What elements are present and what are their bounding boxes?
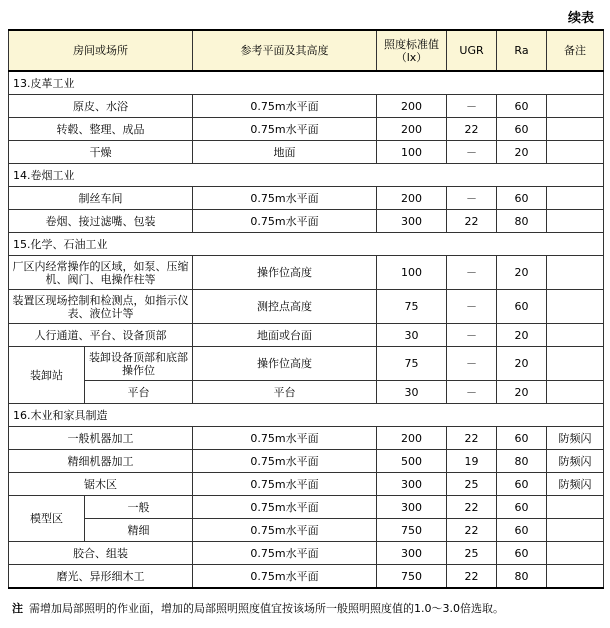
cell-lux: 500 — [377, 450, 447, 473]
section-title: 14.卷烟工业 — [9, 164, 604, 187]
cell-remark — [547, 118, 604, 141]
cell-ra: 20 — [497, 381, 547, 404]
cell-lux: 75 — [377, 347, 447, 381]
cell-lux: 200 — [377, 427, 447, 450]
cell-ra: 60 — [497, 290, 547, 324]
cell-lux: 200 — [377, 187, 447, 210]
cell-plane: 平台 — [193, 381, 377, 404]
cell-room: 磨光、异形细木工 — [9, 565, 193, 589]
cell-ra: 20 — [497, 256, 547, 290]
cell-ugr: 19 — [447, 450, 497, 473]
cell-ugr: － — [447, 95, 497, 118]
header-lux: 照度标准值 （lx） — [377, 30, 447, 71]
cell-ugr: 25 — [447, 542, 497, 565]
section-row — [9, 71, 604, 95]
cell-ugr: － — [447, 187, 497, 210]
cell-plane: 0.75m水平面 — [193, 95, 377, 118]
table-row — [9, 210, 604, 233]
cell-remark — [547, 187, 604, 210]
cell-ra: 20 — [497, 324, 547, 347]
cell-plane: 0.75m水平面 — [193, 565, 377, 589]
cell-ra: 60 — [497, 496, 547, 519]
table-row — [9, 473, 604, 496]
cell-ra: 80 — [497, 210, 547, 233]
cell-ra: 60 — [497, 519, 547, 542]
cell-lux: 300 — [377, 496, 447, 519]
cell-room: 精细机器加工 — [9, 450, 193, 473]
cell-plane: 0.75m水平面 — [193, 519, 377, 542]
cell-room: 厂区内经常操作的区域，如泵、压缩机、阀门、电操作柱等 — [9, 256, 193, 290]
cell-plane: 地面 — [193, 141, 377, 164]
section-row — [9, 164, 604, 187]
cell-lux: 200 — [377, 118, 447, 141]
cell-remark — [547, 347, 604, 381]
cell-remark — [547, 141, 604, 164]
cell-room: 一般 — [85, 496, 193, 519]
header-ugr: UGR — [447, 30, 497, 71]
cell-room: 原皮、水浴 — [9, 95, 193, 118]
cell-plane: 0.75m水平面 — [193, 187, 377, 210]
continued-label: 续表 — [567, 11, 594, 26]
cell-remark — [547, 324, 604, 347]
cell-ugr: － — [447, 141, 497, 164]
cell-remark: 防频闪 — [547, 450, 604, 473]
cell-ugr: 25 — [447, 473, 497, 496]
cell-remark: 防频闪 — [547, 427, 604, 450]
cell-lux: 100 — [377, 256, 447, 290]
cell-plane: 操作位高度 — [193, 256, 377, 290]
cell-room: 装置区现场控制和检测点，如指示仪表、液位计等 — [9, 290, 193, 324]
cell-ra: 20 — [497, 141, 547, 164]
cell-remark: 防频闪 — [547, 473, 604, 496]
cell-group: 装卸站 — [9, 347, 85, 404]
illuminance-standard-table — [8, 29, 604, 589]
cell-remark — [547, 256, 604, 290]
header-row — [9, 30, 604, 71]
cell-ugr: 22 — [447, 118, 497, 141]
cell-ugr: 22 — [447, 565, 497, 589]
cell-ugr: － — [447, 256, 497, 290]
cell-plane: 0.75m水平面 — [193, 542, 377, 565]
cell-plane: 操作位高度 — [193, 347, 377, 381]
table-row — [9, 381, 604, 404]
table-row — [9, 256, 604, 290]
header-ra: Ra — [497, 30, 547, 71]
table-row — [9, 565, 604, 589]
cell-remark — [547, 95, 604, 118]
cell-room: 胶合、组装 — [9, 542, 193, 565]
header-remark: 备注 — [547, 30, 604, 71]
section-title: 16.木业和家具制造 — [9, 404, 604, 427]
cell-room: 卷烟、接过滤嘴、包装 — [9, 210, 193, 233]
cell-ra: 80 — [497, 450, 547, 473]
cell-room: 精细 — [85, 519, 193, 542]
table-row — [9, 347, 604, 381]
cell-room: 锯木区 — [9, 473, 193, 496]
cell-ra: 60 — [497, 95, 547, 118]
cell-plane: 0.75m水平面 — [193, 496, 377, 519]
header-room: 房间或场所 — [9, 30, 193, 71]
table-row — [9, 324, 604, 347]
cell-room: 转毂、整理、成品 — [9, 118, 193, 141]
cell-ra: 80 — [497, 565, 547, 589]
table-row — [9, 141, 604, 164]
cell-remark — [547, 210, 604, 233]
cell-ugr: － — [447, 381, 497, 404]
table-row — [9, 187, 604, 210]
cell-remark — [547, 565, 604, 589]
note-text: 需增加局部照明的作业面，增加的局部照明照度值宜按该场所一般照明照度值的1.0～3.0倍选取。 — [29, 602, 504, 615]
cell-room: 平台 — [85, 381, 193, 404]
cell-lux: 750 — [377, 519, 447, 542]
cell-room: 人行通道、平台、设备顶部 — [9, 324, 193, 347]
cell-plane: 0.75m水平面 — [193, 427, 377, 450]
cell-ra: 60 — [497, 187, 547, 210]
cell-ugr: － — [447, 347, 497, 381]
table-row — [9, 427, 604, 450]
table-row — [9, 290, 604, 324]
section-row — [9, 404, 604, 427]
cell-plane: 0.75m水平面 — [193, 210, 377, 233]
cell-remark — [547, 381, 604, 404]
cell-lux: 30 — [377, 381, 447, 404]
cell-lux: 30 — [377, 324, 447, 347]
table-note — [12, 600, 504, 616]
cell-ugr: 22 — [447, 427, 497, 450]
cell-room: 装卸设备顶部和底部操作位 — [85, 347, 193, 381]
table-row — [9, 542, 604, 565]
cell-ugr: 22 — [447, 519, 497, 542]
cell-ra: 60 — [497, 542, 547, 565]
table-row — [9, 95, 604, 118]
section-title: 13.皮革工业 — [9, 71, 604, 95]
cell-remark — [547, 290, 604, 324]
section-title: 15.化学、石油工业 — [9, 233, 604, 256]
cell-ra: 60 — [497, 118, 547, 141]
header-plane: 参考平面及其高度 — [193, 30, 377, 71]
table-row — [9, 450, 604, 473]
table-row — [9, 519, 604, 542]
cell-lux: 750 — [377, 565, 447, 589]
cell-room: 干燥 — [9, 141, 193, 164]
note-label: 注 — [12, 602, 23, 615]
cell-lux: 300 — [377, 473, 447, 496]
table-row — [9, 496, 604, 519]
table-row — [9, 118, 604, 141]
cell-ugr: － — [447, 290, 497, 324]
cell-ra: 60 — [497, 427, 547, 450]
cell-ugr: 22 — [447, 210, 497, 233]
cell-remark — [547, 542, 604, 565]
cell-plane: 0.75m水平面 — [193, 118, 377, 141]
cell-plane: 0.75m水平面 — [193, 473, 377, 496]
cell-ugr: － — [447, 324, 497, 347]
cell-group: 模型区 — [9, 496, 85, 542]
cell-plane: 地面或台面 — [193, 324, 377, 347]
cell-remark — [547, 519, 604, 542]
cell-room: 制丝车间 — [9, 187, 193, 210]
cell-ugr: 22 — [447, 496, 497, 519]
cell-plane: 测控点高度 — [193, 290, 377, 324]
cell-remark — [547, 496, 604, 519]
cell-ra: 60 — [497, 473, 547, 496]
cell-room: 一般机器加工 — [9, 427, 193, 450]
section-row — [9, 233, 604, 256]
cell-ra: 20 — [497, 347, 547, 381]
cell-plane: 0.75m水平面 — [193, 450, 377, 473]
cell-lux: 200 — [377, 95, 447, 118]
cell-lux: 100 — [377, 141, 447, 164]
cell-lux: 75 — [377, 290, 447, 324]
cell-lux: 300 — [377, 542, 447, 565]
cell-lux: 300 — [377, 210, 447, 233]
